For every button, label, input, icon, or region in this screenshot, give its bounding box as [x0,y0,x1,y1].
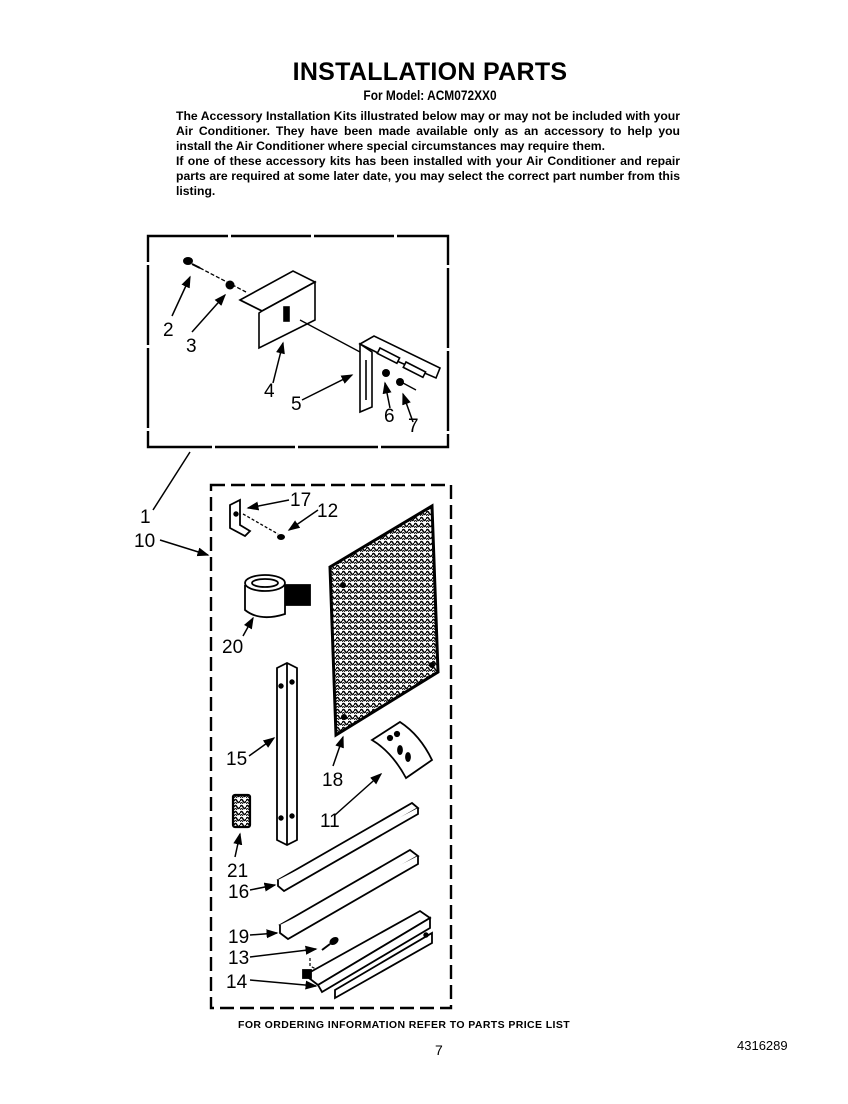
bracket-cover-icon [240,271,315,348]
part-label-15: 15 [226,749,248,770]
screw-icon [183,257,200,268]
part-label-19: 19 [228,927,250,948]
document-number: 4316289 [737,1038,788,1053]
side-channel-icon [277,663,297,845]
page-title: INSTALLATION PARTS [292,58,568,86]
part-label-14: 14 [226,972,248,993]
nut-icon [382,369,390,377]
sill-channel-icon [303,911,432,998]
intro-paragraph-1: The Accessory Installation Kits illustrated below may or may not be included with your Air Conditioner. They have been made available only as an accessory to help you install the Air Conditioner where special circumstances may require them. [176,109,680,153]
part-label-4: 4 [264,381,275,402]
clip-icon [372,722,432,778]
part-label-13: 13 [228,948,250,969]
part-label-17: 17 [290,490,312,511]
part-label-20: 20 [222,637,244,658]
washer-icon [226,281,235,290]
part-label-18: 18 [322,770,344,791]
kit-1-group [148,236,448,447]
washer-icon [396,378,404,386]
support-bracket-icon [360,336,440,412]
part-label-2: 2 [163,320,174,341]
model-subtitle: For Model: ACM072XX0 [363,87,497,103]
foam-block-icon [233,795,250,827]
screw-icon [277,534,285,540]
ordering-note: FOR ORDERING INFORMATION REFER TO PARTS PRICE LIST [238,1019,571,1031]
tape-roll-icon [245,575,310,617]
filter-panel-icon [330,506,438,735]
part-label-7: 7 [408,416,419,437]
screw-icon [322,935,340,950]
page-number: 7 [435,1042,443,1058]
part-label-16: 16 [228,882,250,903]
part-label-21: 21 [227,861,249,882]
angle-bracket-icon [230,500,250,536]
part-label-11: 11 [320,811,340,832]
part-label-6: 6 [384,406,395,427]
kit-10-group [134,485,451,1008]
foam-strip-icon [278,803,418,891]
kit-label-10: 10 [134,531,156,552]
kit-label-1: 1 [140,507,151,528]
part-label-5: 5 [291,394,302,415]
part-label-3: 3 [186,336,197,357]
intro-paragraph-2: If one of these accessory kits has been installed with your Air Conditioner and repair parts are required at some later date, you may select the correct part number from this listing. [176,154,680,198]
part-label-12: 12 [317,501,339,522]
